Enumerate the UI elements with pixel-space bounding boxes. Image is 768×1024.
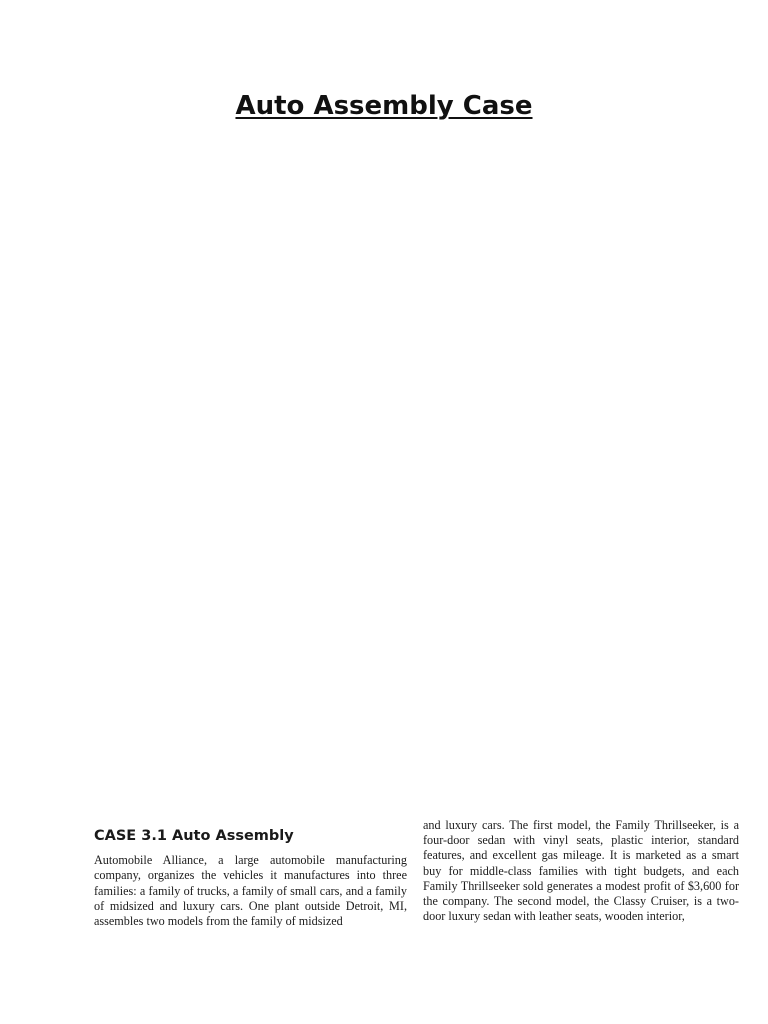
case-excerpt-image bbox=[94, 818, 740, 930]
excerpt-left-column bbox=[94, 818, 407, 929]
page-title bbox=[0, 88, 768, 124]
excerpt-right-column bbox=[423, 818, 739, 924]
case-heading: CASE 3.1 Auto Assembly bbox=[94, 828, 294, 844]
case-paragraph-right: and luxury cars. The first model, the Family Thrillseeker, is a four-door sedan with vinyl seats, plastic interior, standard features, and excellent gas mileage. It is marketed as a smart buy for middle-class families with tight budgets, and each Family Thrillseeker sold generates a modest profit of $3,600 for the company. The second model, the Classy Cruiser, is a two-door luxury sedan with leather seats, wooden interior, bbox=[423, 818, 739, 924]
page-title-text: Auto Assembly Case bbox=[235, 91, 533, 121]
case-paragraph-left: Automobile Alliance, a large automobile manufacturing company, organizes the vehicles it manufactures into three families: a family of trucks, a family of small cars, and a family of midsized and luxury cars. One plant outside Detroit, MI, assembles two models from the family of midsized bbox=[94, 853, 407, 929]
